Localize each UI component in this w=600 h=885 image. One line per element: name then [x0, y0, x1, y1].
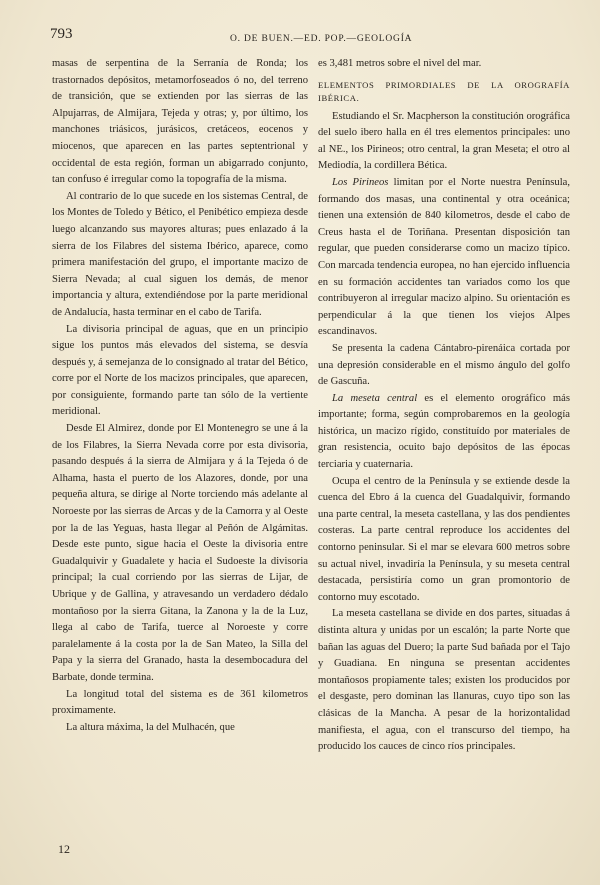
left-column — [52, 56, 308, 736]
paragraph: Estudiando el Sr. Macpherson la constitución orográfica del suelo ibero halla en él tres elementos principales: uno al NE., los Pirineos; otro central, la gran Meseta; el otro al Mediodía, la cordillera Bética. — [318, 110, 571, 172]
paragraph: Al contrario de lo que sucede en los sistemas Central, de los Montes de Toledo y Bético, el Penibético empieza desde luego alcanzando sus mayores alturas; pues enlazado á la sierra de los Filabres del sistema Ibérico, aparece, como primera manifestación del grupo, el importante macizo de Sierra Nevada; al cual siguen los demás, de menor importancia y altura, extendiéndose por la parte meridional de Andalucía, hasta terminar en el cabo de Tarifa. — [52, 190, 308, 318]
paragraph: Se presenta la cadena Cántabro-pirenáica cortada por una depresión considerable en el mismo ángulo del golfo de Gascuña. — [318, 342, 570, 388]
italic-lead: La meseta central — [332, 392, 418, 404]
paragraph: masas de serpentina de la Serranía de Ronda; los trastornados depósitos, metamorfoseados ó no, del terreno de transición, que se extienden por las sierras de las Alpujarras, de Almijara, Tejeda y otras; y, por último, los manchones triásicos, jurásicos, cretáceos, eocenos y miocenos, que aparecen en las partes septentrional y occidental de esta región, forman un abigarrado conjunto, tan confuso é irregular como la topografía de la misma. — [52, 58, 308, 186]
paragraph: La meseta castellana se divide en dos partes, situadas á distinta altura y unidas por un escalón; la parte Norte que bañan las aguas del Duero; la parte Sud bañada por el Tajo y Guadiana. En ninguna se presentan accidentes montañosos propiamente tales; existen los producidos por el desgaste, pero dominan las llanuras, cuyo tipo son las clásicas de la Mancha. A pesar de la horizontalidad manifiesta, el agua, con el transcurso del tiempo, ha producido los cauces de cinco ríos principales. — [318, 608, 570, 753]
section-heading: ELEMENTOS PRIMORDIALES DE LA OROGRAFÍA IBÉRICA. — [318, 79, 570, 103]
page-number: 793 — [50, 26, 73, 42]
paragraph: La divisoria principal de aguas, que en un principio sigue los puntos más elevados del sistema, se desvía después y, á semejanza de lo consignado al tratar del Bético, corre por el Norte de los macizos principales, que aparecen, por consiguiente, formando parte tan sólo de la vertiente meridional. — [52, 323, 308, 418]
paragraph: Los Pirineos limitan por el Norte nuestra Península, formando dos masas, una continental y otra oceánica; tienen una extensión de 840 kilometros, desde el cabo de Creus hasta el de Toriñana. Presentan disposición tan regular, que pueden considerarse como un macizo típico. Con marcada tendencia europea, no han ejercido influencia en su formación accidentes tan variados como los que contribuyeron al irregular macizo alpino. Su orientación es perpendicular á la que tienen los viejos Alpes escandinavos. — [318, 176, 570, 338]
printer-signature: 12 — [58, 842, 70, 856]
paragraph: La altura máxima, la del Mulhacén, que — [66, 721, 235, 733]
paragraph: La longitud total del sistema es de 361 kilometros proximamente. — [52, 688, 308, 717]
running-head: O. DE BUEN.—ED. POP.—GEOLOGÍA — [230, 34, 413, 44]
paragraph: La meseta central es el elemento orográfico más importante; forma, según comprobaremos en la geología histórica, un macizo rígido, constituído por materiales de gran resistencia, ocuito bajo depósitos de las épocas terciaria y cuaternaria. — [318, 392, 570, 471]
italic-lead: Los Pirineos — [332, 176, 389, 188]
paragraph-continuation: es 3,481 metros sobre el nivel del mar. — [318, 58, 482, 69]
page-header — [50, 26, 566, 50]
paragraph: Desde El Almirez, donde por El Montenegro se une á la de los Filabres, la Sierra Nevada corre por esta divisoria, pasando después á la sierra de Almijara y á la Tejeda ó de Alhama, hasta el puerto de los Alazores, donde, por una pequeña altura, se dirige al Norte torciendo más adelante al Noroeste por las sierras de Arcas y de la Camorra y al Oeste por la de las Yeguas, hasta llegar al Peñón de Algámitas. Desde este punto, sigue hacia el Oeste la divisoria entre Guadalquivir y Guadalete y hacia el Sudoeste la divisoria principal; la cual corriendo por las sierras de Lijar, de Ubrique y de Gallina, y atravesando un verdadero dédalo montañoso por la sierra Gitana, la Zanona y la de la Luz, llega al cabo de Tarifa, tuerce al Noroeste y corre paralelamente á la costa por la de San Mateo, la Silla del Papa y la sierra del Granado, hasta la desembocadura del Barbate, donde termina. — [52, 423, 308, 683]
paragraph: Ocupa el centro de la Península y se extiende desde la cuenca del Ebro á la cuenca del Guadalquivir, formando una parte central, la meseta castellana, y las dos pendientes costeras. La parte central reproduce los accidentes del contorno peninsular. Si el mar se elevara 600 metros sobre su actual nivel, invadiría la Península, y su meseta central destacada, persistiría como un gran promontorio de contorno muy escotado. — [318, 475, 570, 603]
right-column — [318, 56, 570, 756]
